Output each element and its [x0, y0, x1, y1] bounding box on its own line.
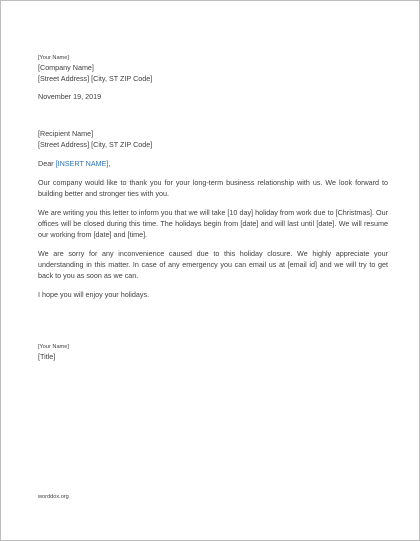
paragraph-closure-notice: We are writing you this letter to inform you that we will take [10 day] holiday from work due to [Christmas]. Our offices will be closed during this time. The holidays begin from [date] and will last until [date]. We will resume our working from [date] and [time].: [38, 208, 388, 239]
salutation: [38, 158, 388, 169]
footer-source: worddox.org: [38, 494, 69, 500]
recipient-name: [Recipient Name]: [38, 129, 94, 138]
salutation-prefix: Dear: [38, 159, 56, 168]
sender-address: [Street Address] [City, ST ZIP Code]: [38, 74, 153, 83]
paragraph-thanks: Our company would like to thank you for your long-term business relationship with us. We look forward to building better and stronger ties with you.: [38, 178, 388, 198]
salutation-suffix: ,: [108, 159, 111, 168]
recipient-address: [Street Address] [City, ST ZIP Code]: [38, 140, 153, 149]
paragraph-wishes: I hope you will enjoy your holidays.: [38, 290, 150, 299]
salutation-placeholder: [INSERT NAME]: [55, 159, 109, 168]
letter-body: [38, 54, 388, 362]
sender-company: [Company Name]: [38, 63, 94, 72]
sender-name: [Your Name]: [38, 55, 69, 61]
letter-date: November 19, 2019: [38, 92, 102, 101]
signature-title: [Title]: [38, 352, 56, 361]
signature-name: [Your Name]: [38, 344, 69, 350]
paragraph-apology: We are sorry for any inconvenience caused due to this holiday closure. We highly appreciate your understanding in this matter. In case of any emergency you can email us at [email id] and we will try to get back to you as soon as we can.: [38, 249, 388, 280]
